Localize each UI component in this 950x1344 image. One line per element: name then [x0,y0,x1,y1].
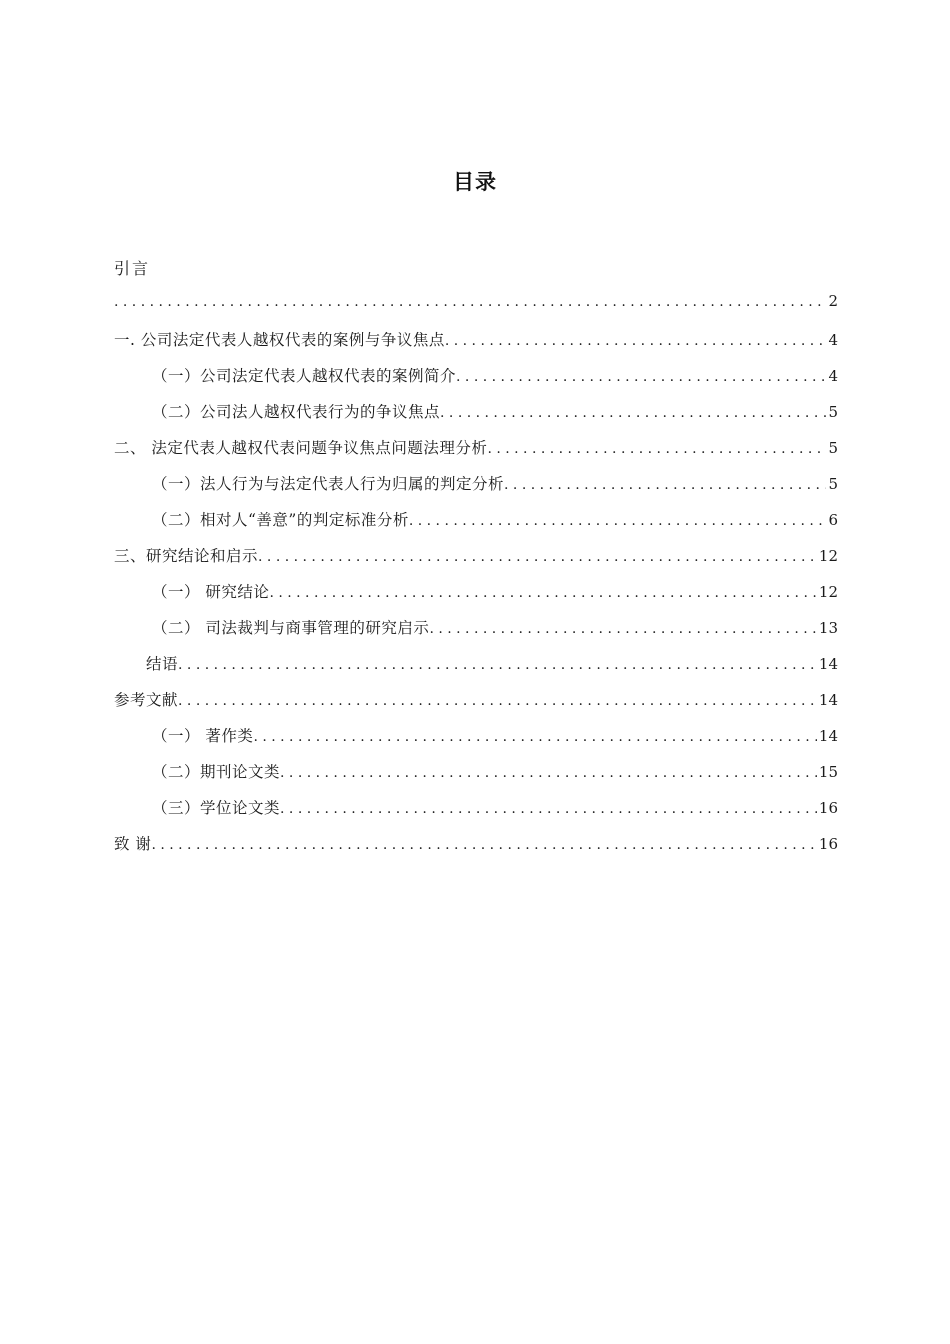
toc-entry-label: （一） 研究结论 [152,583,270,601]
dot-leader [178,693,817,709]
toc-entry-chapter-3[interactable] [114,544,838,568]
toc-entry-label: 一. 公司法定代表人越权代表的案例与争议焦点 [114,331,445,349]
dot-leader [456,369,826,385]
toc-entry-chapter-1[interactable] [114,328,838,352]
toc-entry-label: （二）期刊论文类 [152,763,281,781]
toc-entry-label: 三、研究结论和启示 [114,547,259,565]
toc-page-number: 5 [828,439,838,457]
toc-entry-label: （一） 著作类 [152,727,254,745]
toc-entry-label: 二、 法定代表人越权代表问题争议焦点问题法理分析 [114,439,488,457]
toc-page-number: 12 [818,583,838,601]
dot-leader [445,333,827,349]
toc-page-number: 5 [828,475,838,493]
toc-entry-label: （三）学位论文类 [152,799,281,817]
toc-page-number: 2 [828,292,838,310]
dot-leader [178,657,817,673]
dot-leader [114,294,826,310]
toc-entry-label: （一）法人行为与法定代表人行为归属的判定分析 [152,475,505,493]
dot-leader [280,765,817,781]
toc-entry-references-journals[interactable] [152,760,838,784]
toc-page-number: 6 [828,511,838,529]
toc-page-number: 16 [818,835,838,853]
toc-entry-section-2-2[interactable] [152,508,838,532]
toc-entry-label: （二） 司法裁判与商事管理的研究启示 [152,619,430,637]
toc-entry-section-3-1[interactable] [152,580,838,604]
toc-page-number: 4 [828,331,838,349]
dot-leader [269,585,816,601]
toc-page-number: 12 [818,547,838,565]
toc-entry-conclusion[interactable] [146,652,838,676]
toc-intro-label: 引言 [114,259,151,278]
toc-page-number: 16 [818,799,838,817]
toc-entry-label: （二）相对人“善意”的判定标准分析 [152,511,409,529]
dot-leader [280,801,817,817]
dot-leader [504,477,826,493]
toc-page-number: 14 [818,727,838,745]
toc-entry-section-1-1[interactable] [152,364,838,388]
dot-leader [409,513,827,529]
toc-page-number: 13 [818,619,838,637]
toc-intro-leader-row[interactable] [114,292,838,316]
toc-title: 目录 [453,170,497,194]
toc-entry-label: 结语 [146,655,179,673]
toc-entry-chapter-2[interactable] [114,436,838,460]
dot-leader [253,729,816,745]
toc-entry-section-1-2[interactable] [152,400,838,424]
dot-leader [487,441,826,457]
toc-entry-label: （一）公司法定代表人越权代表的案例简介 [152,367,457,385]
toc-entry-references-theses[interactable] [152,796,838,820]
toc-entry-label: 参考文献 [114,691,179,709]
toc-page-number: 4 [828,367,838,385]
dot-leader [429,621,816,637]
toc-page-number: 5 [828,403,838,421]
toc-page-number: 15 [818,763,838,781]
dot-leader [258,549,817,565]
dot-leader [151,837,816,853]
toc-page-number: 14 [818,655,838,673]
toc-entry-section-3-2[interactable] [152,616,838,640]
dot-leader [440,405,826,421]
toc-entry-label: （二）公司法人越权代表行为的争议焦点 [152,403,441,421]
toc-entry-references-books[interactable] [152,724,838,748]
toc-entry-section-2-1[interactable] [152,472,838,496]
toc-entry-acknowledgements[interactable] [114,832,838,856]
toc-page-number: 14 [818,691,838,709]
toc-entry-references[interactable] [114,688,838,712]
toc-entry-label: 致 谢 [114,835,152,853]
